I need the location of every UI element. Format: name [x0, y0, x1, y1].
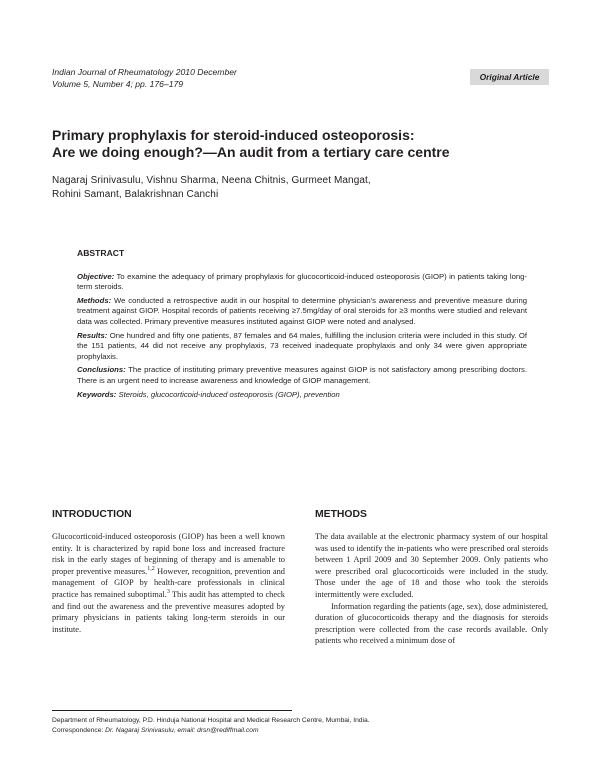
- intro-text-a: Glucocorticoid-induced osteoporosis (GIOP) has been a well known entity. It is characterized by rapid bone loss and increased fracture risk in the early stages of beginning of therapy and is amenable to proper preventive measures.: [52, 532, 285, 576]
- article-title: [52, 127, 552, 161]
- objective-label: Objective:: [77, 271, 115, 281]
- footnote-correspondence: [52, 726, 552, 736]
- journal-name: Indian Journal of Rheumatology 2010 December: [52, 67, 237, 77]
- authors-line-1: Nagaraj Srinivasulu, Vishnu Sharma, Neena Chitnis, Gurmeet Mangat,: [52, 175, 371, 186]
- introduction-paragraph: [52, 531, 285, 635]
- correspondence-label: Correspondence:: [52, 727, 106, 734]
- abstract-section: [77, 248, 527, 403]
- conclusions-text: The practice of instituting primary preventive measures against GIOP is not satisfactory among prescribing doctors. There is an urgent need to increase awareness and knowledge of GIOP management.: [77, 365, 527, 385]
- title-line-1: Primary prophylaxis for steroid-induced osteoporosis:: [52, 127, 415, 143]
- journal-info: [52, 66, 237, 90]
- methods-paragraph-2: Information regarding the patients (age, sex), dose administered, duration of glucocorticoids therapy and the diagnosis for steroids prescription were collected from the case records available. Only patients who received a minimum dose of: [315, 601, 548, 646]
- footnote-divider: [52, 710, 292, 711]
- footnote: [52, 716, 552, 736]
- abstract-methods: [77, 296, 527, 328]
- intro-text-b: However, recognition, prevention and management of GIOP by health-care professionals in clinical practice has remained suboptimal.: [52, 566, 285, 599]
- conclusions-label: Conclusions:: [77, 365, 126, 375]
- intro-text-c: This audit has attempted to check and find out the awareness and the preventive measures adopted by primary physicians in patients taking long-term steroids in our institute.: [52, 589, 285, 634]
- abstract-conclusions: [77, 365, 527, 386]
- methods-heading: METHODS: [315, 509, 367, 520]
- methods-body: [315, 531, 548, 647]
- objective-text: To examine the adequacy of primary prophylaxis for glucocorticoid-induced osteoporosis (GIOP) in patients taking long-term steroids.: [77, 271, 527, 292]
- abstract-objective: [77, 272, 527, 293]
- keywords-label: Keywords:: [77, 389, 117, 399]
- keywords-text: Steroids, glucocorticoid-induced osteoporosis (GIOP), prevention: [116, 389, 340, 399]
- methods-paragraph-1: The data available at the electronic pharmacy system of our hospital was used to identify the in-patients who were prescribed oral steroids between 1 April 2009 and 30 September 2009. Only patients who were prescribed oral glucocorticoids were included in the study. Those under the age of 18 and those who took the steroids intermittently were excluded.: [315, 532, 548, 599]
- abstract-keywords: [77, 390, 527, 401]
- correspondence-text: Dr. Nagaraj Srinivasulu, email: drsn@rediffmail.com: [105, 727, 259, 734]
- results-label: Results:: [77, 330, 108, 340]
- methods-label: Methods:: [77, 295, 112, 305]
- title-line-2: Are we doing enough?—An audit from a tertiary care centre: [52, 144, 450, 160]
- methods-text: We conducted a retrospective audit in our hospital to determine physician's awareness and preventive measure during treatment against GIOP. Hospital records of patients receiving ≥7.5mg/day of oral steroids for ≥3 months were studied and relevant data was collected. Primary preventive measures instituted against GIOP were noted and analysed.: [77, 295, 527, 326]
- journal-volume: Volume 5, Number 4; pp. 176–179: [52, 79, 184, 89]
- results-text: One hundred and fifty one patients, 87 females and 64 males, fulfilling the inclusion criteria were included in this study. Of the 151 patients, 44 did not receive any prophylaxis, 73 received inadequate prophylaxis and only 34 were given appropriate prophylaxis.: [77, 330, 527, 361]
- article-type-badge: Original Article: [470, 69, 549, 85]
- abstract-results: [77, 331, 527, 363]
- intro-ref-b: 3: [166, 589, 170, 596]
- introduction-body: [52, 531, 285, 635]
- author-list: [52, 174, 452, 202]
- intro-ref-a: 1,2: [147, 565, 155, 572]
- footnote-department: Department of Rheumatology, P.D. Hinduja National Hospital and Medical Research Centre, Mumbai, India.: [52, 717, 370, 724]
- abstract-heading: ABSTRACT: [77, 248, 125, 258]
- authors-line-2: Rohini Samant, Balakrishnan Canchi: [52, 189, 219, 200]
- introduction-heading: INTRODUCTION: [52, 509, 132, 520]
